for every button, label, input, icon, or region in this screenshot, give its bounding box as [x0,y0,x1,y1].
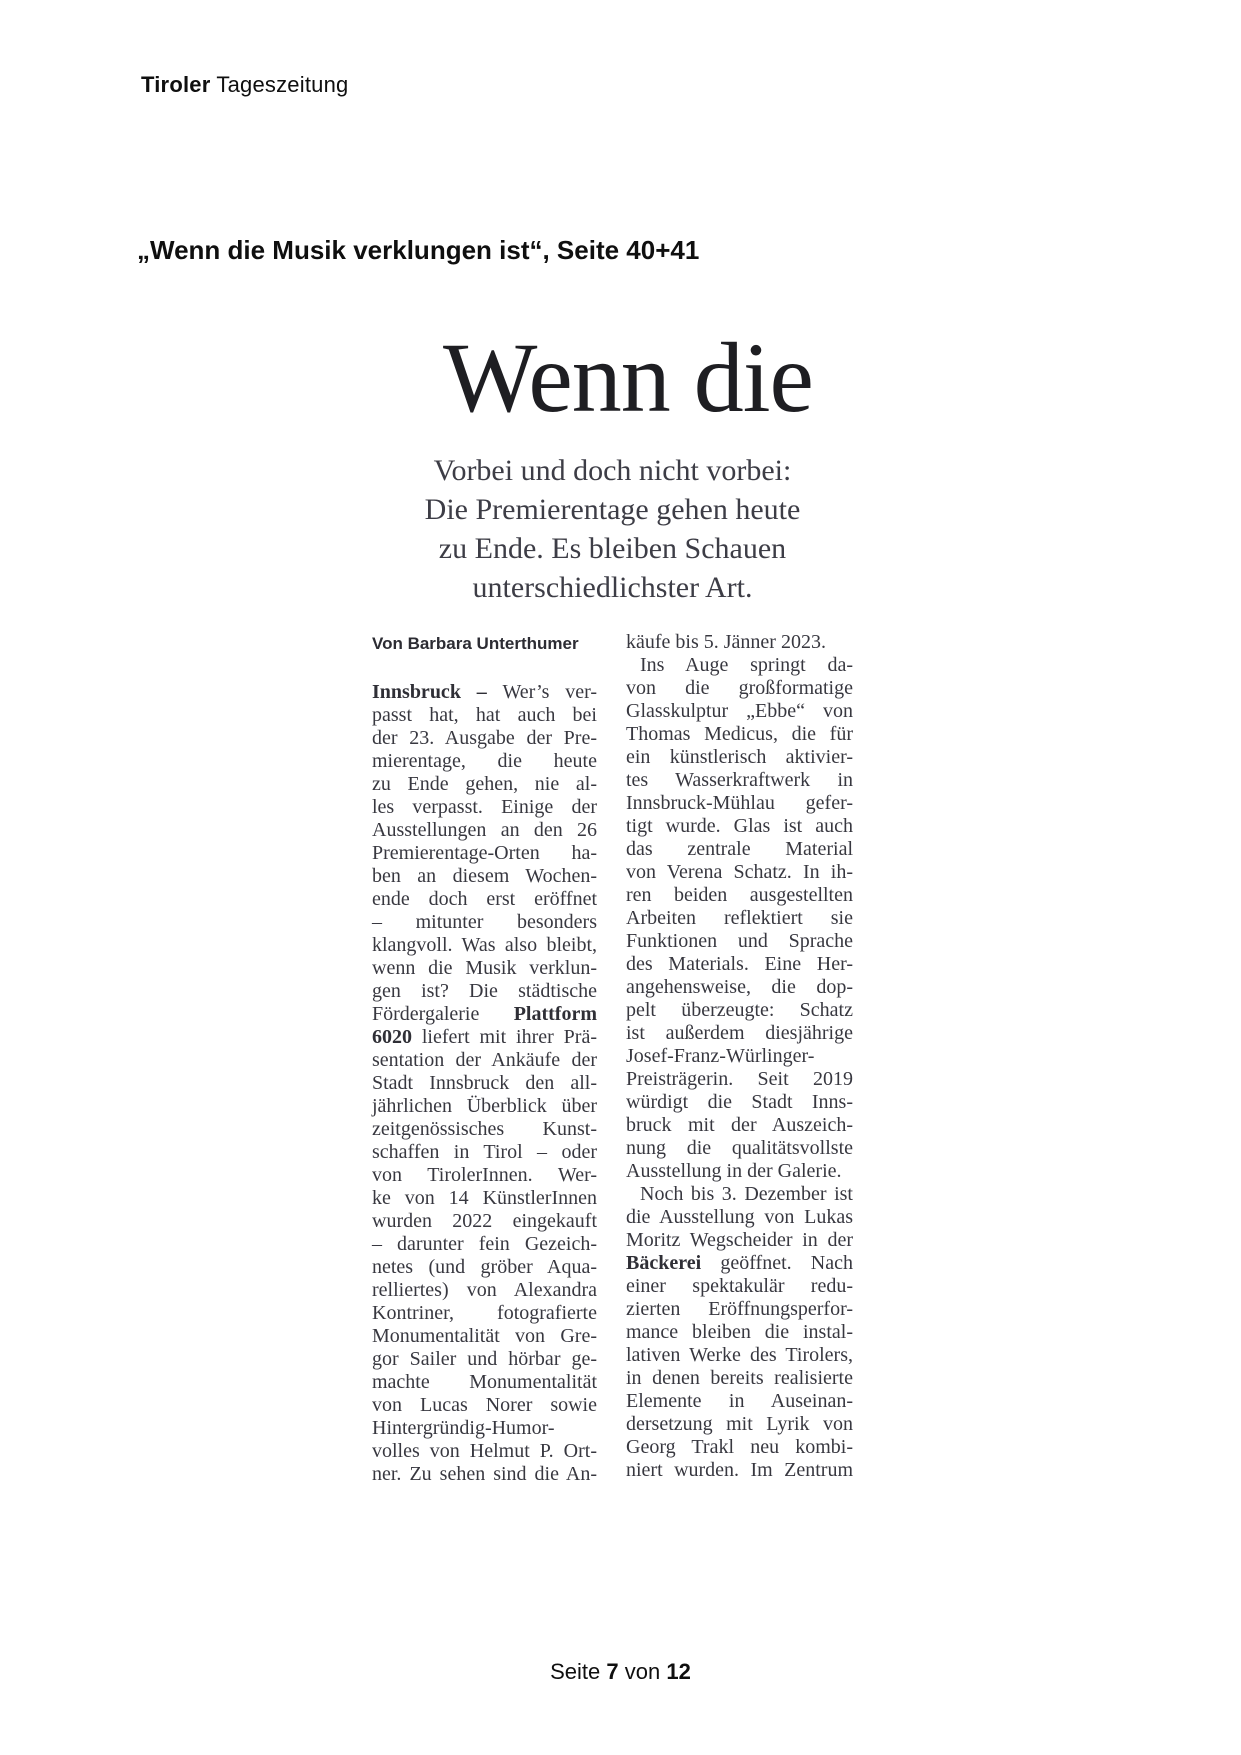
article-line [372,980,597,1003]
subhead-line: unterschiedlichster Art. [472,571,753,604]
body-text: niert wurden. Im Zentrum [626,1459,853,1481]
masthead-brand-bold: Tiroler [141,72,211,97]
article-line [626,1459,853,1482]
body-text: Noch bis 3. Dezember ist [640,1183,853,1205]
body-text: nung die qualitätsvollste [626,1137,853,1159]
article-line [626,930,853,953]
body-text: von Verena Schatz. In ih- [626,861,853,883]
article-line [372,1049,597,1072]
article-line [372,773,597,796]
body-text: sentation der Ankäufe der [372,1049,597,1071]
article-line [372,1302,597,1325]
body-text: Glasskulptur „Ebbe“ von [626,700,853,722]
body-text: von TirolerInnen. Wer- [372,1164,597,1186]
article-line [626,999,853,1022]
subhead-line: Vorbei und doch nicht vorbei: [433,454,792,487]
body-text: passt hat, hat auch bei [372,704,597,726]
body-text: das zentrale Material [626,838,853,860]
subhead-line: zu Ende. Es bleiben Schauen [438,532,787,565]
article-line [626,838,853,861]
article-line [626,769,853,792]
bold-text: Plattform [513,1003,597,1025]
body-text: würdigt die Stadt Inns- [626,1091,853,1113]
body-text: jährlichen Überblick über [372,1095,597,1117]
body-text: ke von 14 KünstlerInnen [372,1187,597,1209]
bold-text: Innsbruck – [372,681,503,703]
body-text: ein künstlerisch aktivier- [626,746,853,768]
body-text: – mitunter besonders [372,911,597,933]
body-text: Funktionen und Sprache [626,930,853,952]
article-byline: Von Barbara Unterthumer [372,634,579,653]
article-line [626,815,853,838]
body-text: gen ist? Die städtische [372,980,597,1002]
body-text: Premierentage-Orten ha- [372,842,597,864]
article-column-right [626,631,853,1482]
footer-label-of: von [624,1659,661,1684]
article-line [372,704,597,727]
article-line [372,1256,597,1279]
body-text: zeitgenössisches Kunst- [372,1118,597,1140]
body-text: tigt wurde. Glas ist auch [626,815,853,837]
article-line [626,884,853,907]
article-line [372,796,597,819]
article-line [626,1252,853,1275]
article-line [372,1026,597,1049]
body-text: liefert mit ihrer Prä- [412,1026,597,1048]
article-line [372,750,597,773]
body-text: tes Wasserkraftwerk in [626,769,853,791]
article-line [372,1164,597,1187]
body-text: pelt überzeugte: Schatz [626,999,853,1021]
footer-current-page: 7 [606,1659,619,1684]
article-line [372,1141,597,1164]
body-text: Thomas Medicus, die für [626,723,853,745]
article-line [626,1091,853,1114]
body-text: von Lucas Norer sowie [372,1394,597,1416]
article-line [372,727,597,750]
article-line [626,1045,853,1068]
body-text: Monumentalität von Gre- [372,1325,597,1347]
article-line [626,976,853,999]
article-line [372,842,597,865]
body-text: ende doch erst eröffnet [372,888,597,910]
masthead-brand-rest: Tageszeitung [216,72,349,97]
body-text: angehensweise, die dop- [626,976,853,998]
body-text: Hintergründig-Humor- [372,1417,555,1439]
article-line [372,681,597,704]
body-text: Ausstellungen an den 26 [372,819,597,841]
article-line [372,1118,597,1141]
article-line [626,1229,853,1252]
body-text: schaffen in Tirol – oder [372,1141,597,1163]
article-line [372,1394,597,1417]
body-text: Ausstellung in der Galerie. [626,1160,842,1182]
body-text: ben an diesem Wochen- [372,865,597,887]
article-line [372,1003,597,1026]
page-footer [0,1658,1241,1686]
body-text: volles von Helmut P. Ort- [372,1440,597,1462]
article-line [626,1068,853,1091]
body-text: Wer’s ver- [502,681,597,703]
article-line [626,1275,853,1298]
article-line [626,1344,853,1367]
article-line [626,1436,853,1459]
body-text: Preisträgerin. Seit 2019 [626,1068,853,1090]
article-line [626,1298,853,1321]
article-subhead [372,451,853,607]
article-line [372,1440,597,1463]
article-line [626,1390,853,1413]
article-line [626,1321,853,1344]
body-text: des Materials. Eine Her- [626,953,853,975]
body-text: Ins Auge springt da- [640,654,853,676]
body-text: geöffnet. Nach [701,1252,853,1274]
body-text: les verpasst. Einige der [372,796,597,818]
body-text: – darunter fein Gezeich- [372,1233,597,1255]
body-text: Georg Trakl neu kombi- [626,1436,853,1458]
article-line [626,723,853,746]
subhead-line: Die Premierentage gehen heute [424,493,801,526]
article-line [626,700,853,723]
body-text: Fördergalerie [372,1003,514,1025]
body-text: machte Monumentalität [372,1371,597,1393]
body-text: mierentage, die heute [372,750,597,772]
article-line [372,957,597,980]
body-text: in denen bereits realisierte [626,1367,853,1389]
article-line [372,1210,597,1233]
article-line [626,1114,853,1137]
article-line [372,865,597,888]
body-text: Moritz Wegscheider in der [626,1229,853,1251]
article-line [372,1095,597,1118]
body-text: netes (und gröber Aqua- [372,1256,597,1278]
article-line [626,1206,853,1229]
article-line [626,1022,853,1045]
bold-text: 6020 [372,1026,412,1048]
body-text: lativen Werke des Tirolers, [626,1344,853,1366]
article-line [372,1072,597,1095]
body-text: wurden 2022 eingekauft [372,1210,597,1232]
article-line [626,953,853,976]
article-line [372,1233,597,1256]
body-text: von die großformatige [626,677,853,699]
bold-text: Bäckerei [626,1252,702,1274]
footer-total-pages: 12 [666,1659,691,1684]
article-line [626,654,853,677]
article-line [626,1367,853,1390]
article-line [626,861,853,884]
body-text: klangvoll. Was also bleibt, [372,934,597,956]
article-line [626,1137,853,1160]
body-text: die Ausstellung von Lukas [626,1206,853,1228]
body-text: Kontriner, fotografierte [372,1302,597,1324]
body-text: Innsbruck-Mühlau gefer- [626,792,853,814]
article-line [372,1348,597,1371]
body-text: der 23. Ausgabe der Pre- [372,727,597,749]
body-text: zierten Eröffnungsperfor- [626,1298,853,1320]
article-line [626,1160,853,1183]
article-line [626,631,853,654]
body-text: dersetzung mit Lyrik von [626,1413,853,1435]
article-line [372,888,597,911]
body-text: ren beiden ausgestellten [626,884,853,906]
article-line [372,1187,597,1210]
article-line [626,677,853,700]
footer-label-prefix: Seite [550,1659,601,1684]
body-text: zu Ende gehen, nie al- [372,773,597,795]
article-line [372,911,597,934]
article-line [372,1417,597,1440]
article-line [372,819,597,842]
body-text: mance bleiben die instal- [626,1321,853,1343]
article-line [372,1371,597,1394]
masthead [141,72,348,98]
article-headline: Wenn die [443,322,813,433]
body-text: einer spektakulär redu- [626,1275,853,1297]
body-text: wenn die Musik verklun- [372,957,597,979]
article-line [626,792,853,815]
body-text: bruck mit der Auszeich- [626,1114,853,1136]
article-line [372,934,597,957]
article-line [372,1325,597,1348]
body-text: Josef-Franz-Würlinger- [626,1045,815,1067]
body-text: käufe bis 5. Jänner 2023. [626,631,826,653]
body-text: Arbeiten reflektiert sie [626,907,853,929]
article-line [626,746,853,769]
article-line [372,1279,597,1302]
article-line [626,1183,853,1206]
article-column-left [372,681,597,1486]
body-text: Elemente in Auseinan- [626,1390,853,1412]
body-text: Stadt Innsbruck den all- [372,1072,597,1094]
body-text: gor Sailer und hörbar ge- [372,1348,597,1370]
body-text: ner. Zu sehen sind die An- [372,1463,597,1485]
clip-title: „Wenn die Musik verklungen ist“, Seite 40+41 [137,235,700,265]
article-line [626,907,853,930]
article-line [626,1413,853,1436]
body-text: ist außerdem diesjährige [626,1022,853,1044]
body-text: relliertes) von Alexandra [372,1279,597,1301]
article-line [372,1463,597,1486]
